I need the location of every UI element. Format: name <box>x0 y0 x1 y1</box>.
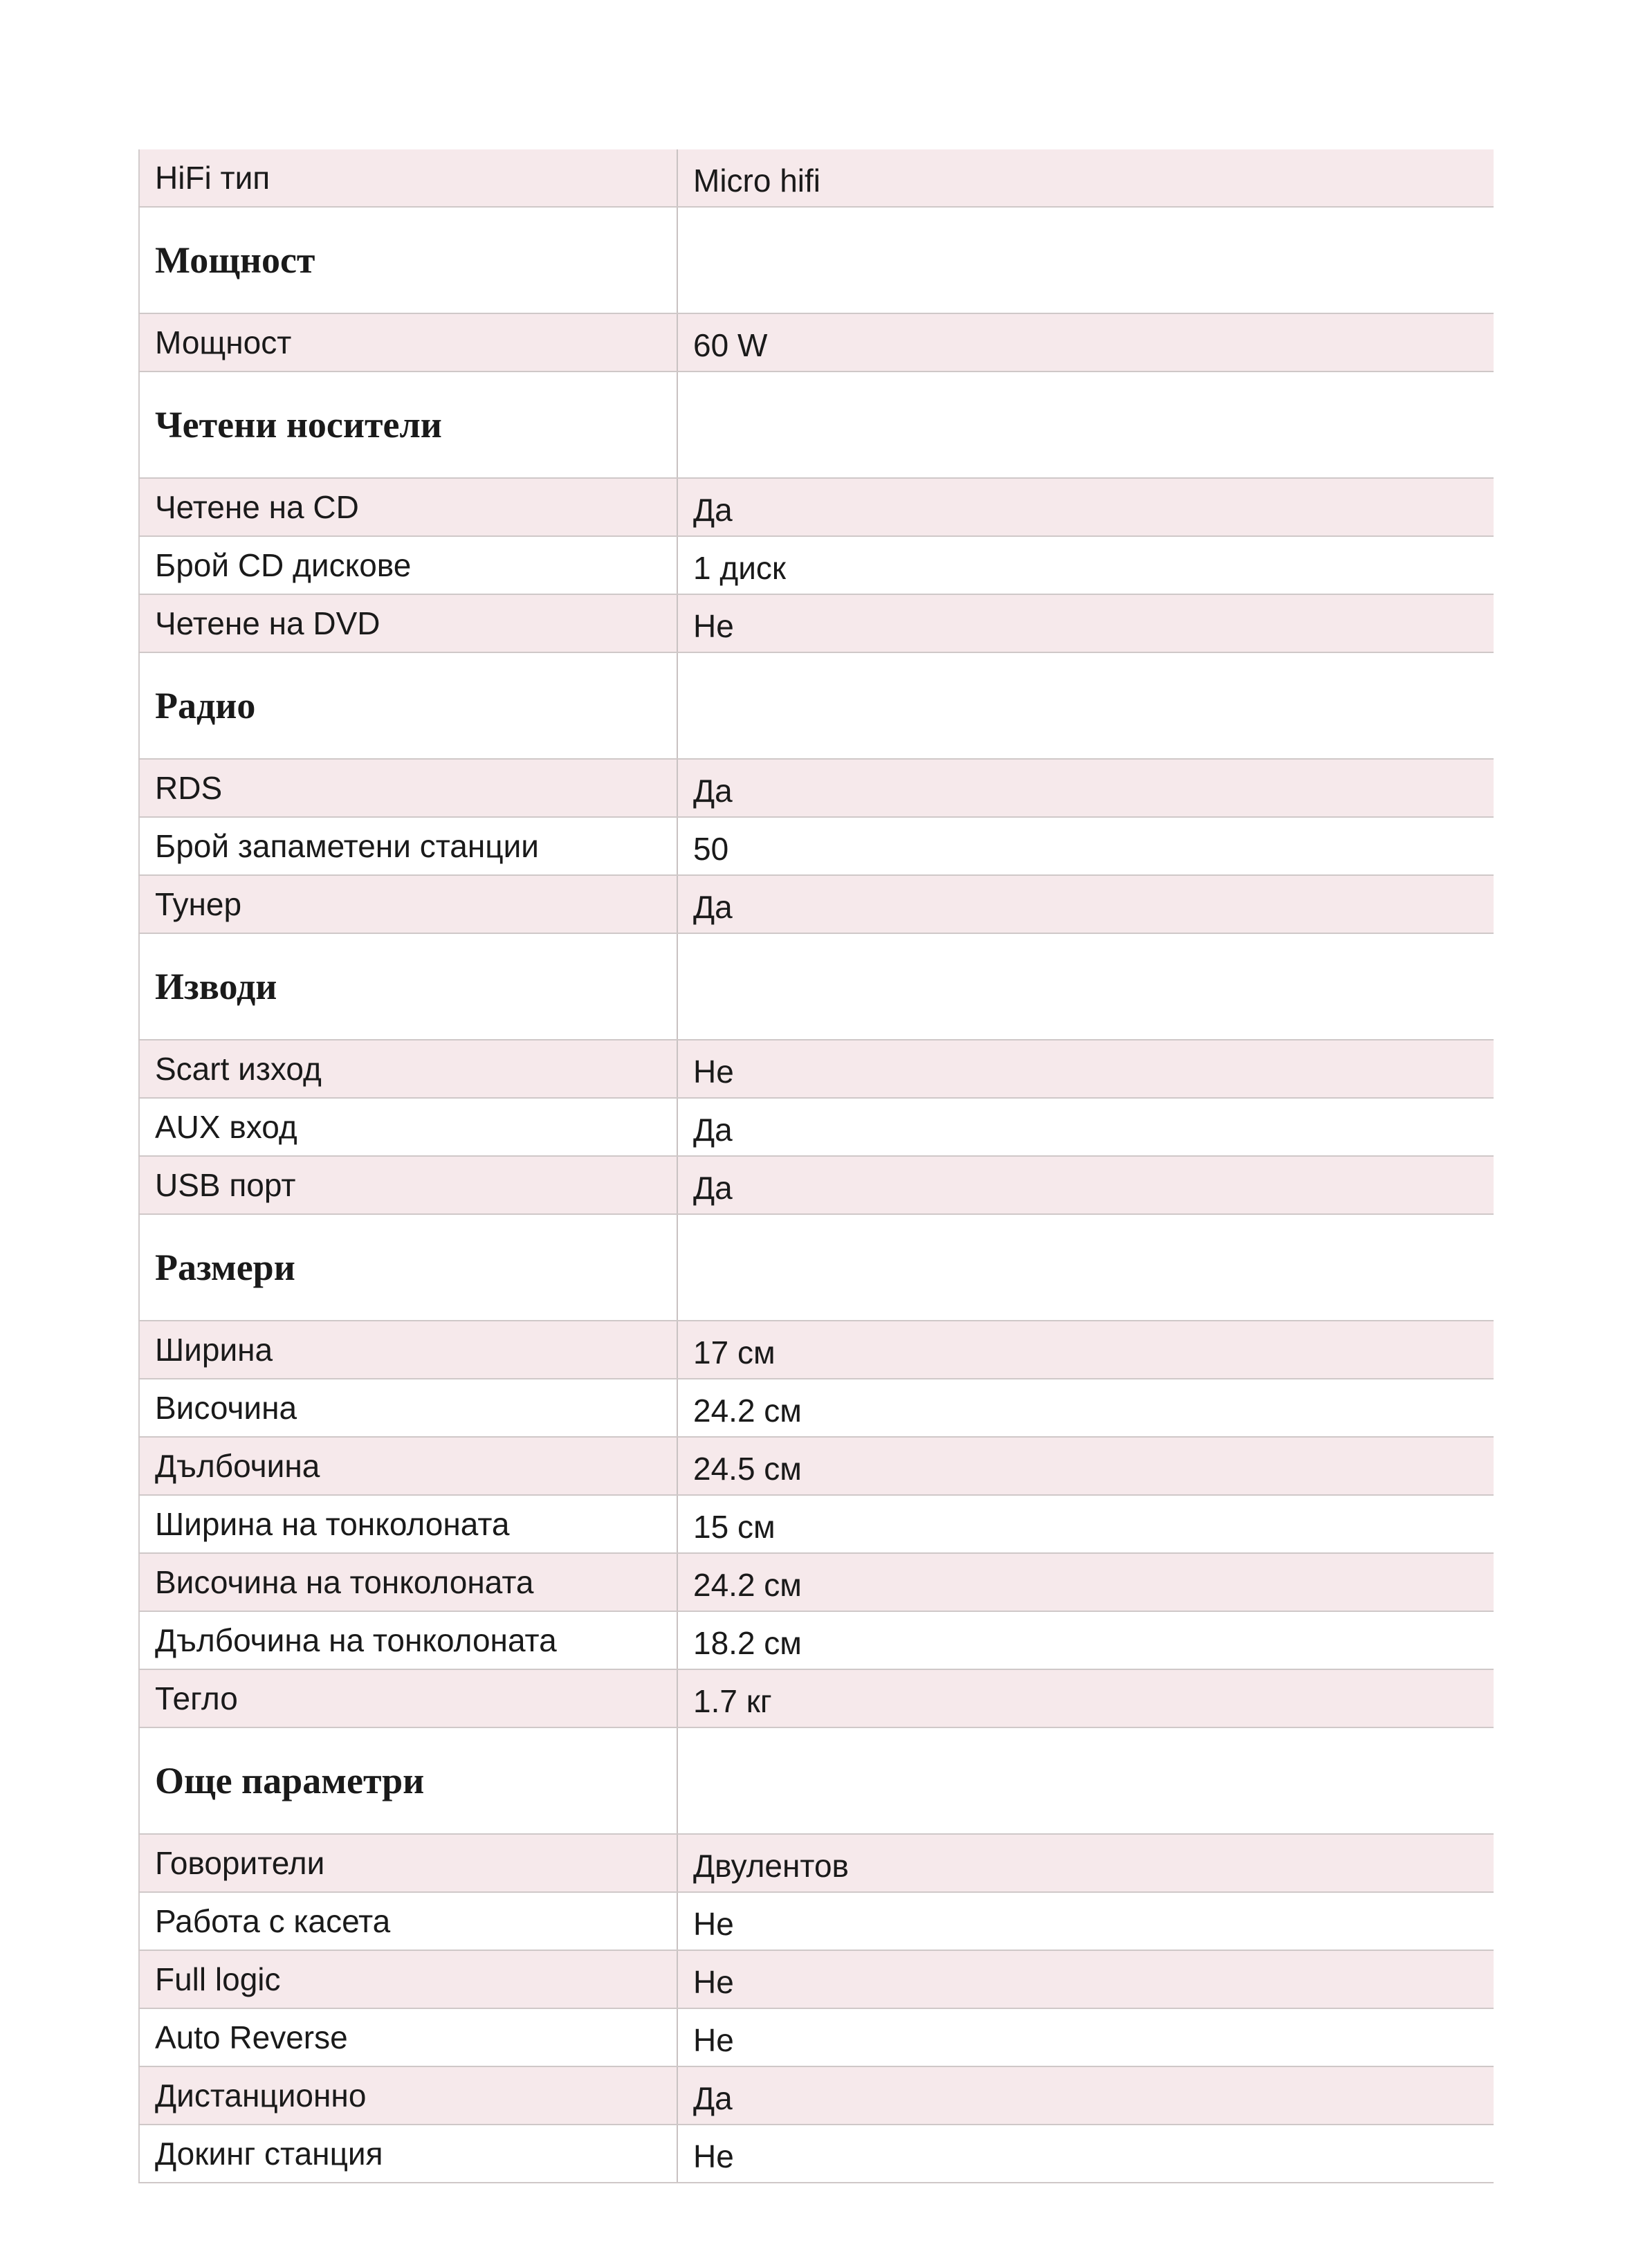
table-row <box>139 1040 1494 1098</box>
spec-label: Височина <box>139 1379 677 1437</box>
table-row <box>139 759 1494 817</box>
spec-label: Дълбочина на тонколоната <box>139 1611 677 1669</box>
spec-value: Не <box>677 1040 1494 1098</box>
spec-value: Да <box>677 478 1494 536</box>
section-header-row <box>139 207 1494 313</box>
spec-label: Мощност <box>139 313 677 372</box>
table-row <box>139 1553 1494 1611</box>
spec-label: RDS <box>139 759 677 817</box>
spec-label: HiFi тип <box>139 149 677 207</box>
table-row <box>139 1495 1494 1553</box>
table-row <box>139 149 1494 207</box>
table-row <box>139 1379 1494 1437</box>
spec-value: Не <box>677 594 1494 652</box>
spec-label: Говорители <box>139 1834 677 1892</box>
spec-value: 50 <box>677 817 1494 875</box>
spec-value: 17 см <box>677 1321 1494 1379</box>
table-row <box>139 875 1494 933</box>
section-title: Радио <box>139 652 677 759</box>
table-row <box>139 1321 1494 1379</box>
section-header-row <box>139 1727 1494 1834</box>
section-empty-cell <box>677 372 1494 478</box>
spec-value: Двулентов <box>677 1834 1494 1892</box>
spec-value: Да <box>677 1098 1494 1156</box>
spec-label: Дълбочина <box>139 1437 677 1495</box>
section-header-row <box>139 372 1494 478</box>
table-row <box>139 478 1494 536</box>
section-header-row <box>139 933 1494 1040</box>
section-header-row <box>139 1214 1494 1321</box>
spec-label: Тунер <box>139 875 677 933</box>
table-row <box>139 594 1494 652</box>
section-title: Още параметри <box>139 1727 677 1834</box>
table-row <box>139 1669 1494 1727</box>
section-empty-cell <box>677 1727 1494 1834</box>
table-row <box>139 1892 1494 1950</box>
section-title: Изводи <box>139 933 677 1040</box>
spec-value: Да <box>677 759 1494 817</box>
spec-label: Тегло <box>139 1669 677 1727</box>
spec-label: Докинг станция <box>139 2125 677 2183</box>
spec-label: USB порт <box>139 1156 677 1214</box>
spec-value: Не <box>677 1950 1494 2008</box>
spec-value: 24.2 см <box>677 1553 1494 1611</box>
table-row <box>139 817 1494 875</box>
spec-label: AUX вход <box>139 1098 677 1156</box>
section-title: Размери <box>139 1214 677 1321</box>
spec-value: 24.5 см <box>677 1437 1494 1495</box>
spec-label: Четене на DVD <box>139 594 677 652</box>
spec-value: 1.7 кг <box>677 1669 1494 1727</box>
spec-table-body <box>139 149 1494 2183</box>
spec-table <box>138 149 1494 2183</box>
spec-value: Micro hifi <box>677 149 1494 207</box>
section-header-row <box>139 652 1494 759</box>
spec-value: Не <box>677 1892 1494 1950</box>
spec-value: Да <box>677 1156 1494 1214</box>
spec-value: Да <box>677 875 1494 933</box>
table-row <box>139 2008 1494 2066</box>
spec-value: 15 см <box>677 1495 1494 1553</box>
spec-label: Четене на CD <box>139 478 677 536</box>
spec-label: Auto Reverse <box>139 2008 677 2066</box>
table-row <box>139 1950 1494 2008</box>
spec-value: 24.2 см <box>677 1379 1494 1437</box>
section-title: Мощност <box>139 207 677 313</box>
section-empty-cell <box>677 1214 1494 1321</box>
spec-value: Не <box>677 2125 1494 2183</box>
section-empty-cell <box>677 933 1494 1040</box>
spec-label: Височина на тонколоната <box>139 1553 677 1611</box>
spec-value: 18.2 см <box>677 1611 1494 1669</box>
spec-label: Ширина на тонколоната <box>139 1495 677 1553</box>
table-row <box>139 2066 1494 2125</box>
spec-label: Брой CD дискове <box>139 536 677 594</box>
table-row <box>139 313 1494 372</box>
section-title: Четени носители <box>139 372 677 478</box>
spec-label: Full logic <box>139 1950 677 2008</box>
table-row <box>139 2125 1494 2183</box>
spec-label: Работа с касета <box>139 1892 677 1950</box>
table-row <box>139 1437 1494 1495</box>
spec-label: Дистанционно <box>139 2066 677 2125</box>
spec-value: 1 диск <box>677 536 1494 594</box>
table-row <box>139 1098 1494 1156</box>
spec-value: Да <box>677 2066 1494 2125</box>
table-row <box>139 1611 1494 1669</box>
section-empty-cell <box>677 652 1494 759</box>
spec-label: Брой запаметени станции <box>139 817 677 875</box>
spec-label: Ширина <box>139 1321 677 1379</box>
table-row <box>139 1834 1494 1892</box>
spec-value: 60 W <box>677 313 1494 372</box>
spec-value: Не <box>677 2008 1494 2066</box>
section-empty-cell <box>677 207 1494 313</box>
spec-label: Scart изход <box>139 1040 677 1098</box>
table-row <box>139 1156 1494 1214</box>
table-row <box>139 536 1494 594</box>
